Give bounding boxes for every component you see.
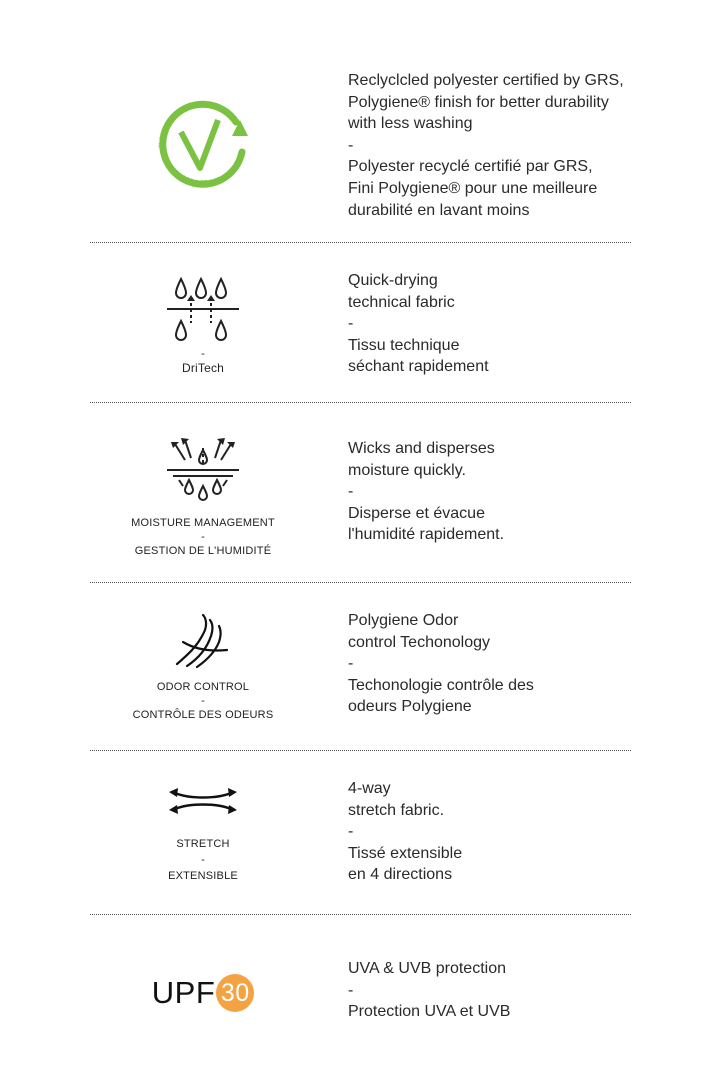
desc-line: control Techonology bbox=[348, 633, 491, 651]
divider bbox=[90, 242, 631, 243]
desc-line: Quick-drying bbox=[348, 272, 438, 289]
icon-label: MOISTURE MANAGEMENT bbox=[131, 517, 275, 529]
divider bbox=[90, 402, 631, 403]
ring-text-bottom: COMPOSANTE DURABLE bbox=[170, 166, 235, 186]
desc-line: stretch fabric. bbox=[348, 801, 445, 819]
icon-label-separator: - bbox=[201, 695, 205, 707]
desc-line: with less washing bbox=[348, 115, 473, 133]
desc-line: - bbox=[348, 136, 354, 154]
divider bbox=[90, 582, 631, 583]
upf-text: UPF bbox=[151, 975, 216, 1010]
ring-text-top: SUSTAINABLE COMPONENT bbox=[157, 102, 217, 148]
upf-value-circle: 30 bbox=[216, 974, 254, 1012]
divider bbox=[90, 914, 631, 915]
desc-line: Polygiene® finish for better durability bbox=[348, 93, 609, 111]
feature-description bbox=[348, 778, 630, 886]
moisture-management-icon bbox=[163, 430, 243, 506]
icon-label-fr: EXTENSIBLE bbox=[168, 869, 238, 882]
desc-line: Tissu technique bbox=[348, 336, 460, 354]
desc-line: technical fabric bbox=[348, 293, 455, 311]
feature-description bbox=[348, 70, 630, 221]
desc-line: l'humidité rapidement. bbox=[348, 526, 505, 544]
icon-label-separator: - bbox=[201, 531, 205, 543]
icon-label: STRETCH bbox=[176, 837, 230, 850]
feature-dritech bbox=[90, 262, 630, 387]
icon-column bbox=[90, 424, 316, 564]
icon-label: DriTech bbox=[181, 360, 225, 375]
desc-line: Protection UVA et UVB bbox=[348, 1003, 511, 1021]
feature-moisture bbox=[90, 424, 630, 564]
icon-column bbox=[90, 262, 316, 387]
feature-sustainable bbox=[90, 62, 630, 227]
desc-line: - bbox=[348, 483, 354, 501]
stretch-arrows-icon bbox=[167, 783, 239, 819]
icon-column bbox=[90, 62, 316, 227]
desc-line: odeurs Polygiene bbox=[348, 698, 472, 716]
desc-line: Reclyclcled polyester certified by GRS, bbox=[348, 72, 624, 89]
icon-label-separator: - bbox=[201, 853, 205, 866]
desc-line: 4-way bbox=[348, 780, 391, 797]
desc-line: - bbox=[348, 823, 354, 841]
desc-line: séchant rapidement bbox=[348, 358, 489, 376]
feature-description bbox=[348, 270, 630, 378]
desc-line: - bbox=[348, 315, 354, 333]
divider bbox=[90, 750, 631, 751]
icon-column bbox=[90, 602, 316, 732]
icon-label-separator: - bbox=[201, 347, 205, 360]
desc-line: Polygiene Odor bbox=[348, 612, 459, 629]
desc-line: - bbox=[348, 655, 354, 673]
odor-control-icon bbox=[173, 612, 233, 672]
desc-line: en 4 directions bbox=[348, 866, 453, 884]
desc-line: durabilité en lavant moins bbox=[348, 201, 530, 219]
icon-label-fr: GESTION DE L'HUMIDITÉ bbox=[134, 545, 272, 557]
feature-upf bbox=[90, 948, 630, 1038]
sustainable-component-icon bbox=[148, 90, 258, 200]
dritech-drops-icon bbox=[163, 275, 243, 345]
feature-description bbox=[348, 610, 630, 718]
icon-column bbox=[90, 948, 316, 1038]
desc-line: Techonologie contrôle des bbox=[348, 676, 534, 694]
feature-description bbox=[348, 438, 630, 546]
feature-odor-control bbox=[90, 602, 630, 732]
feature-description bbox=[348, 958, 630, 1023]
desc-line: Disperse et évacue bbox=[348, 504, 485, 522]
feature-stretch bbox=[90, 770, 630, 895]
icon-label-fr: CONTRÔLE DES ODEURS bbox=[132, 709, 274, 721]
icon-label: ODOR CONTROL bbox=[156, 681, 250, 693]
desc-line: - bbox=[348, 981, 354, 999]
icon-column bbox=[90, 770, 316, 895]
desc-line: Polyester recyclé certifié par GRS, bbox=[348, 158, 593, 176]
desc-line: UVA & UVB protection bbox=[348, 960, 506, 977]
desc-line: moisture quickly. bbox=[348, 461, 466, 479]
upf-30-badge bbox=[152, 974, 255, 1012]
svg-text:COMPOSANTE DURABLE bbox=[170, 167, 234, 186]
desc-line: Wicks and disperses bbox=[348, 440, 495, 457]
desc-line: Tissé extensible bbox=[348, 844, 463, 862]
desc-line: Fini Polygiene® pour une meilleure bbox=[348, 179, 598, 197]
